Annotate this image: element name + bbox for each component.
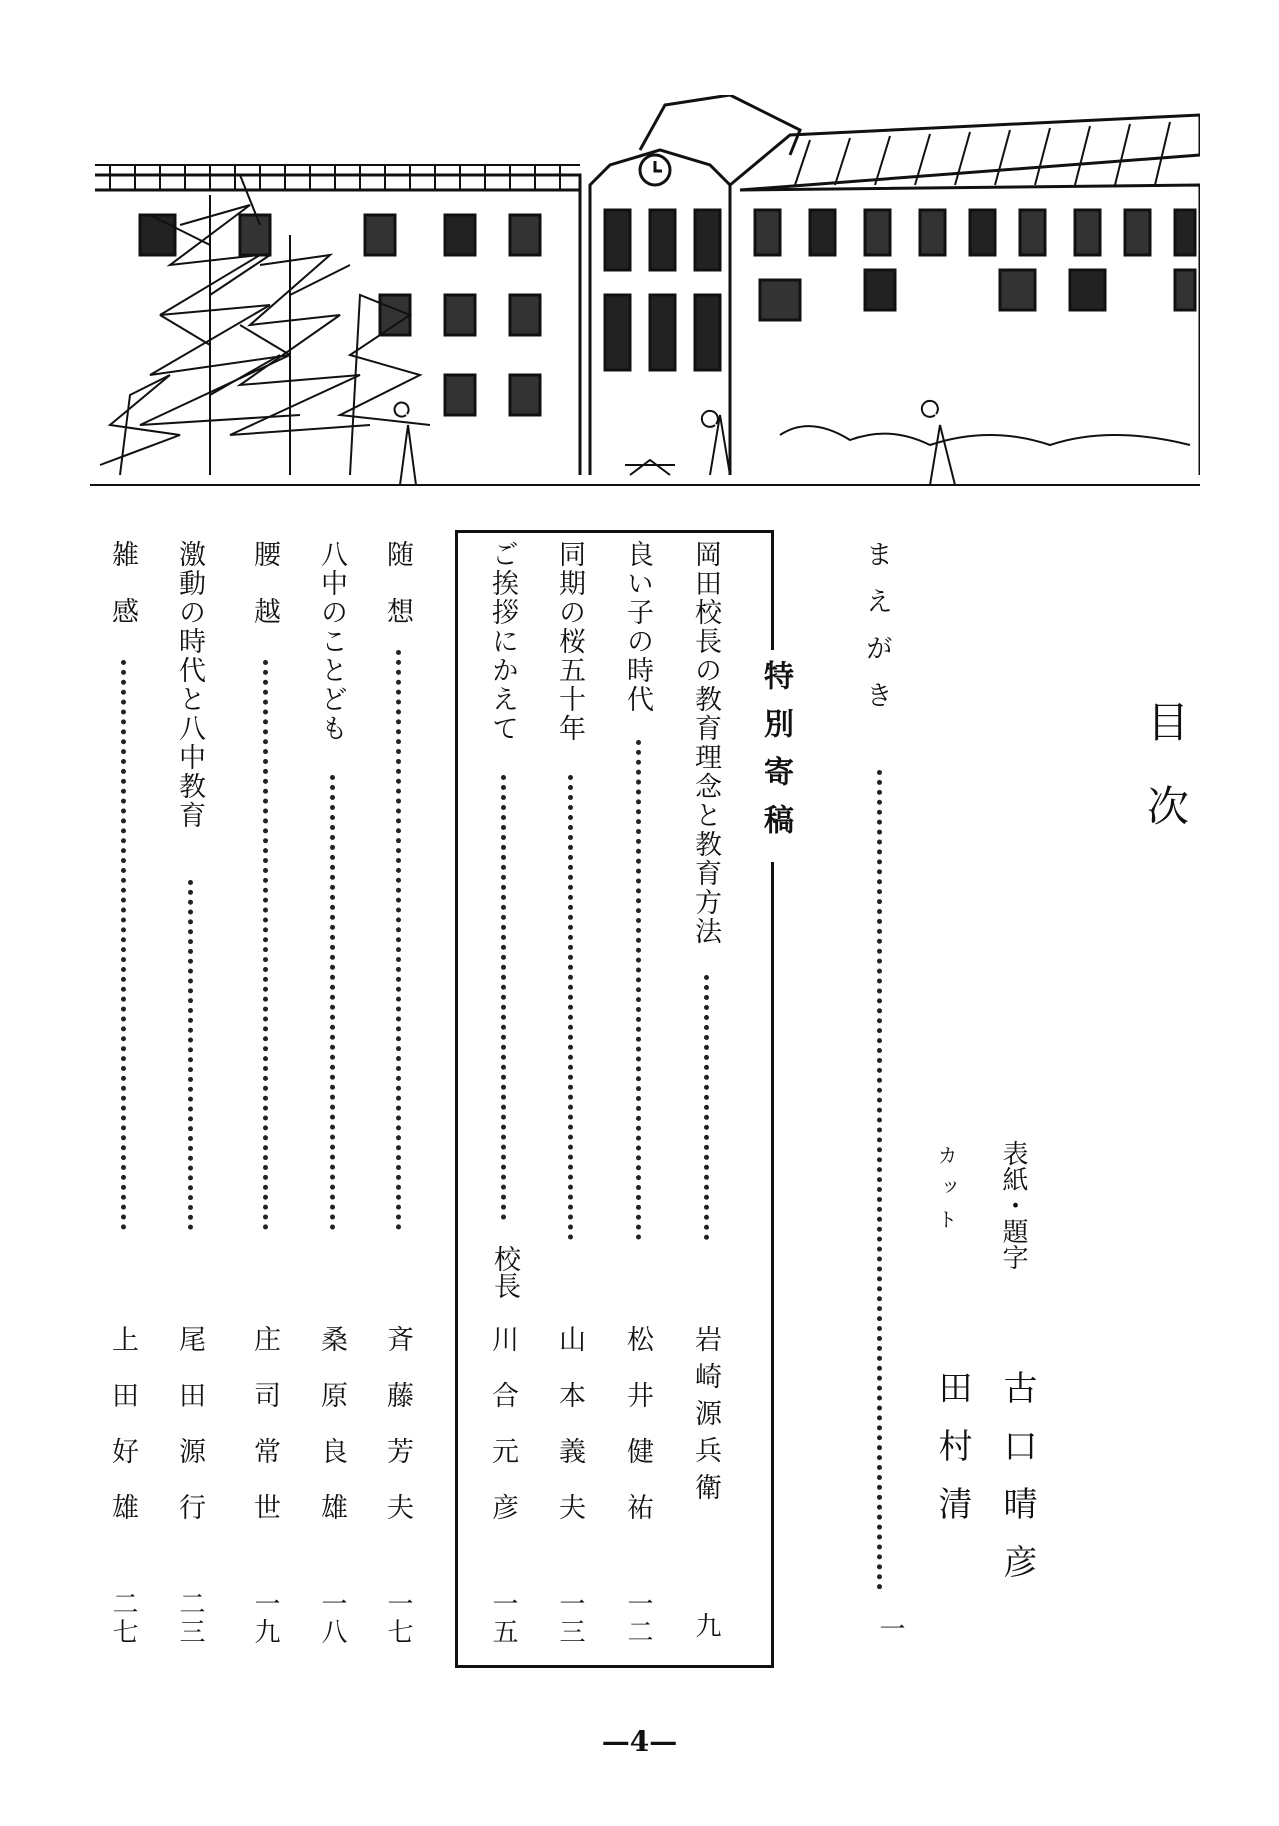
cut-credit-name: 田村清 bbox=[932, 1370, 972, 1544]
leader-dots bbox=[568, 775, 573, 1240]
entry-page: 一 bbox=[875, 1615, 905, 1641]
entry-author: 川合元彦 bbox=[487, 1325, 518, 1549]
entry-author: 桑原良雄 bbox=[316, 1325, 347, 1549]
entry-author: 上田好雄 bbox=[107, 1325, 138, 1549]
leader-dots bbox=[877, 770, 882, 1590]
cover-credit-label: 表紙・題字 bbox=[998, 1140, 1028, 1270]
leader-dots bbox=[396, 650, 401, 1230]
entry-page: 一九 bbox=[250, 1590, 280, 1646]
cut-credit-label: カット bbox=[934, 1145, 958, 1241]
entry-author: 松井健祐 bbox=[622, 1325, 653, 1549]
entry-page: 二三 bbox=[175, 1590, 205, 1646]
entry-author: 尾田源行 bbox=[174, 1325, 205, 1549]
entry-title: 随想 bbox=[382, 540, 413, 654]
entry-page: 一五 bbox=[488, 1590, 518, 1646]
leader-dots bbox=[330, 775, 335, 1230]
entry-role: 校長 bbox=[489, 1245, 520, 1299]
entry-title: 同期の桜五十年 bbox=[554, 540, 585, 743]
leader-dots bbox=[636, 740, 641, 1240]
entry-page: 一三 bbox=[555, 1590, 585, 1646]
cover-credit-name: 古口晴彦 bbox=[997, 1370, 1037, 1602]
entry-page: 一二 bbox=[623, 1590, 653, 1646]
leader-dots bbox=[263, 660, 268, 1230]
entry-page: 一七 bbox=[383, 1590, 413, 1646]
entry-title: 良い子の時代 bbox=[622, 540, 653, 714]
entry-page: 二七 bbox=[108, 1590, 138, 1646]
entry-title: 腰越 bbox=[249, 540, 280, 654]
entry-author: 庄司常世 bbox=[249, 1325, 280, 1549]
entry-title: 雑感 bbox=[107, 540, 138, 654]
page-number: —4— bbox=[601, 1725, 678, 1758]
entry-title: 激動の時代と八中教育 bbox=[174, 540, 205, 830]
entry-author: 山本義夫 bbox=[554, 1325, 585, 1549]
entry-title: 岡田校長の教育理念と教育方法 bbox=[690, 540, 721, 946]
toc-title: 目 次 bbox=[1141, 700, 1190, 826]
entry-page: 九 bbox=[691, 1612, 721, 1638]
entry-title: ご挨拶にかえて bbox=[487, 540, 518, 743]
entry-page: 一八 bbox=[317, 1590, 347, 1646]
entry-author: 斉藤芳夫 bbox=[382, 1325, 413, 1549]
leader-dots bbox=[188, 880, 193, 1230]
leader-dots bbox=[704, 975, 709, 1240]
school-building-illustration bbox=[90, 95, 1200, 495]
entry-author: 岩崎源兵衛 bbox=[690, 1325, 721, 1510]
entry-title: 八中のことども bbox=[316, 540, 347, 743]
entry-title: まえがき bbox=[861, 540, 892, 728]
leader-dots bbox=[501, 775, 506, 1220]
special-contribution-heading: 特別寄稿 bbox=[753, 650, 797, 862]
leader-dots bbox=[121, 660, 126, 1230]
